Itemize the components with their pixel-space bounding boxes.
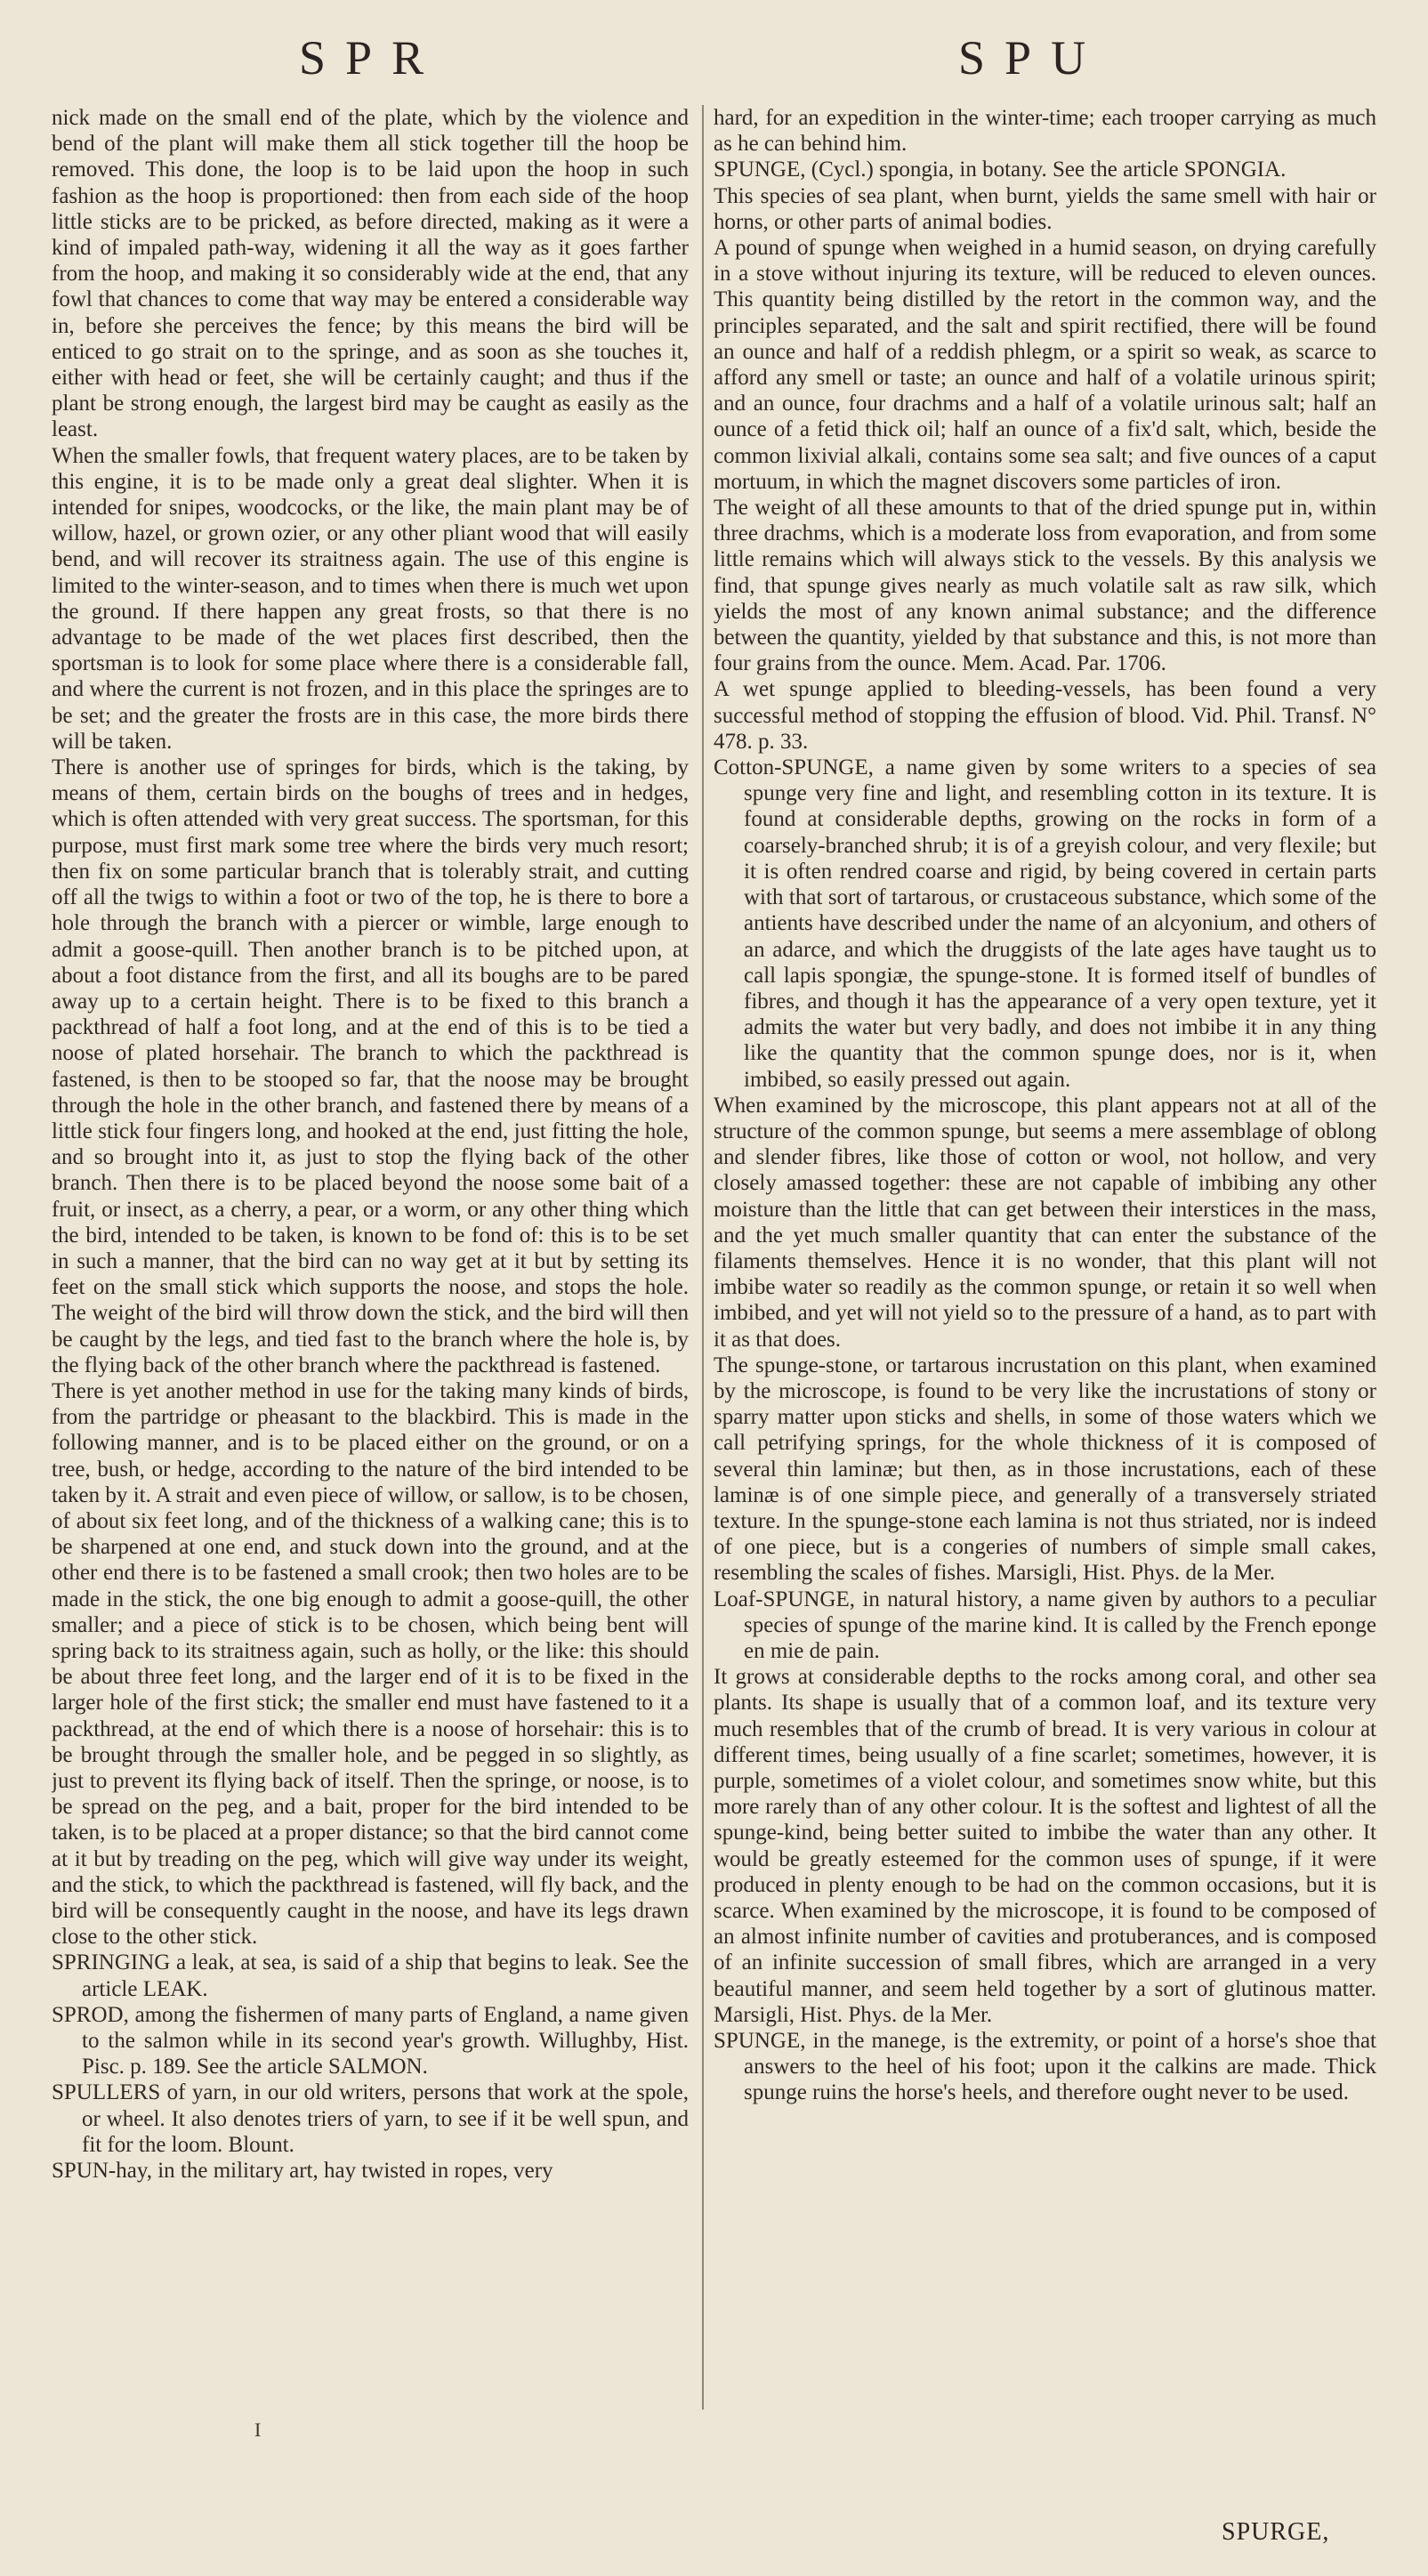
- paragraph: There is yet another method in use for the taking many kinds of birds, from the partridge or pheasant to the blackbird. This is made in the following manner, and is to be placed either on the ground, or on a tree, bush, or hedge, according to the nature of the bird intended to be taken by it. A strait and even piece of willow, or sallow, is to be chosen, of about six feet long, and of the thickness of a walking cane; this is to be sharpened at one end, and stuck down into the ground, and at the other end there is to be fastened a small crook; then two holes are to be made in the stick, the one big enough to admit a goose-quill, the other smaller; and a piece of stick is to be chosen, which being bent will spring back to its straitness again, such as holly, or the like: this should be about three feet long, and the larger end of it is to be fixed in the larger hole of the first stick; the smaller end must have fastened to it a packthread, at the end of which there is a noose of horsehair: this is to be brought through the smaller hole, and be pegged in so slightly, as just to prevent its flying back of itself. Then the springe, or noose, is to be spread on the peg, and a bait, proper for the bird intended to be taken, is to be placed at a proper distance; so that the bird cannot come at it but by treading on the peg, which will give way under its weight, and the stick, to which the packthread is fastened, will fly back, and the bird will be consequently caught in the noose, and have its legs drawn close to the other stick.: [52, 1378, 689, 1950]
- paragraph: nick made on the small end of the plate, which by the violence and bend of the plant will make them all stick together till the hoop be removed. This done, the loop is to be laid upon the hoop in such fashion as the hoop is proportioned: then from each side of the hoop little sticks are to be pricked, as before directed, making as it were a kind of impaled path-way, widening it all the way as it goes farther from the hoop, and making it so considerably wide at the end, that any fowl that chances to come that way may be entered a considerable way in, before she perceives the fence; by this means the bird will be enticed to go strait on to the springe, and as soon as she touches it, either with head or feet, she will be certainly caught; and thus if the plant be strong enough, the largest bird may be caught as easily as the least.: [52, 106, 689, 442]
- left-column: [52, 105, 689, 2419]
- paragraph: The weight of all these amounts to that of the dried spunge put in, within three drachms, which is a moderate loss from evaporation, and from some little remains which will always stick to the vessels. By this analysis we find, that spunge gives nearly as much volatile salt as raw silk, which yields the most of any known animal substance; and the difference between the quantity, yielded by that substance and this, is not more than four grains from the ounce. Mem. Acad. Par. 1706.: [714, 496, 1376, 676]
- entry-paragraph: Cotton-SPUNGE, a name given by some writers to a species of sea spunge very fine and light, and resembling cotton in its texture. It is found at considerable depths, growing on the rocks in form of a coarsely-branched shrub; it is of a greyish colour, and very flexile; but it is often rendred coarse and rigid, by being covered in certain parts with that sort of tartarous, or crustaceous substance, which some of the antients have described under the name of an alcyonium, and others of an adarce, and which the druggists of the late ages have taught us to call lapis spongiæ, the spunge-stone. It is formed itself of bundles of fibres, and though it has the appearance of a very open texture, yet it admits the water but very badly, and does not imbibe it in any thing like the quantity that the common spunge does, nor is it, when imbibed, so easily pressed out again.: [714, 755, 1376, 1092]
- paragraph: A pound of spunge when weighed in a humid season, on drying carefully in a stove without injuring its texture, will be reduced to eleven ounces. This quantity being distilled by the retort in the common way, and the principles separated, and the salt and spirit rectified, there will be found an ounce and half of a reddish phlegm, or a spirit so weak, as scarce to afford any smell or taste; an ounce and half of a volatile urinous spirit; and an ounce, four drachms and a half of a volatile urinous salt; half an ounce of a fetid thick oil; half an ounce of a fix'd salt, which, beside the common lixivial alkali, contains some sea salt; and five ounces of a caput mortuum, in which the magnet discovers some particles of iron.: [714, 236, 1376, 494]
- column-rule: [702, 105, 704, 2410]
- entry-paragraph: SPUNGE, in the manege, is the extremity, or point of a horse's shoe that answers to the heel of his foot; upon it the calkins are made. Thick spunge ruins the horse's heels, and therefore ought never to be used.: [714, 2029, 1376, 2105]
- right-column: [714, 105, 1376, 2419]
- paragraph: There is another use of springes for birds, which is the taking, by means of them, certain birds on the boughs of trees and in hedges, which is often attended with very great success. The sportsman, for this purpose, must first mark some tree where the birds very much resort; then fix on some particular branch that is tolerably strait, and cutting off all the twigs to within a foot or two of the top, he is there to bore a hole through the branch with a piercer or wimble, large enough to admit a goose-quill. Then another branch is to be pitched upon, at about a foot distance from the first, and all its boughs are to be pared away up to a certain height. There is to be fixed to this branch a packthread of half a foot long, and at the end of this is to be tied a noose of plated horsehair. The branch to which the packthread is fastened, is then to be stooped so far, that the noose may be brought through the hole in the other branch, and fastened there by means of a little stick four fingers long, and hooked at the end, just fitting the hole, and so brought into it, as just to stop the flying back of the other branch. Then there is to be placed beyond the noose some bait of a fruit, or insect, as a cherry, a pear, or a worm, or any other thing which the bird, intended to be taken, is known to be fond of: this is to be set in such a manner, that the bird can no way get at it but by setting its feet on the small stick which supports the noose, and stops the hole. The weight of the bird will throw down the stick, and the bird will then be caught by the legs, and tied fast to the branch where the hole is, by the flying back of the other branch where the packthread is fastened.: [52, 755, 689, 1377]
- paragraph: When the smaller fowls, that frequent watery places, are to be taken by this engine, it is to be made only a great deal slighter. When it is intended for snipes, woodcocks, or the like, the main plant may be of willow, hazel, or grown ozier, or any other pliant wood that will easily bend, and will recover its straitness again. The use of this engine is limited to the winter-season, and to times when there is much wet upon the ground. If there happen any great frosts, so that there is no advantage to be made of the wet places first described, then the sportsman is to look for some place where there is a considerable fall, and where the current is not frozen, and in this place the springes are to be set; and the greater the frosts are in this case, the more birds there will be taken.: [52, 443, 689, 754]
- catchword: SPURGE,: [1222, 2518, 1330, 2546]
- paragraph: It grows at considerable depths to the rocks among coral, and other sea plants. Its shape is usually that of a common loaf, and its texture very much resembles that of the crumb of bread. It is very various in colour at different times, being usually of a fine scarlet; sometimes, however, it is purple, sometimes of a violet colour, and sometimes snow white, but this more rarely than of any other colour. It is the softest and lightest of all the spunge-kind, being better suited to imbibe the water than any other. It would be greatly esteemed for the common uses of spunge, if it were produced in plenty enough to be had on the common occasions, but it is scarce. When examined by the microscope, it is found to be composed of an almost infinite number of cavities and protuberances, and is composed of an infinite succession of small fibres, which are arranged in a very beautiful manner, and seem held together by a sort of glutinous matter. Marsigli, Hist. Phys. de la Mer.: [714, 1665, 1376, 2027]
- signature-mark: I: [254, 2419, 262, 2441]
- entry-paragraph: SPUN-hay, in the military art, hay twisted in ropes, very: [52, 2159, 553, 2184]
- running-head-left: SPR: [299, 31, 444, 85]
- paragraph: hard, for an expedition in the winter-time; each trooper carrying as much as he can behind him.: [714, 106, 1376, 157]
- paragraph: The spunge-stone, or tartarous incrustation on this plant, when examined by the microscope, is found to be very like the incrustations of stony or sparry matter upon sticks and shells, in some of those waters which we call petrifying springs, for the whole thickness of it is composed of several thin laminæ; but then, as in those incrustations, each of these laminæ is of one simple piece, and generally of a transversely striated texture. In the spunge-stone each lamina is not thus striated, nor is indeed of one piece, but is a congeries of numbers of simple small cakes, resembling the scales of fishes. Marsigli, Hist. Phys. de la Mer.: [714, 1353, 1376, 1586]
- entry-paragraph: Loaf-SPUNGE, in natural history, a name given by authors to a peculiar species of spunge of the marine kind. It is called by the French eponge en mie de pain.: [714, 1587, 1376, 1663]
- paragraph: A wet spunge applied to bleeding-vessels, has been found a very successful method of stopping the effusion of blood. Vid. Phil. Transf. N° 478. p. 33.: [714, 677, 1376, 754]
- entry-paragraph: SPUNGE, (Cycl.) spongia, in botany. See the article SPONGIA.: [714, 157, 1287, 182]
- entry-paragraph: SPULLERS of yarn, in our old writers, persons that work at the spole, or wheel. It also denotes triers of yarn, to see if it be well spun, and fit for the loom. Blount.: [52, 2080, 689, 2157]
- running-head-right: SPU: [958, 31, 1106, 85]
- paragraph: When examined by the microscope, this plant appears not at all of the structure of the common spunge, but seems a mere assemblage of oblong and slender fibres, like those of cotton or wool, not hollow, and very closely amassed together: these are not capable of imbibing any other moisture than the little that can get between their interstices in the mass, and the yet much smaller quantity that can enter the substance of the filaments themselves. Hence it is no wonder, that this plant will not imbibe water so readily as the common spunge, or retain it so well when imbibed, and yet will not yield so to the pressure of a hand, as to part with it as that does.: [714, 1093, 1376, 1352]
- paragraph: This species of sea plant, when burnt, yields the same smell with hair or horns, or other parts of animal bodies.: [714, 183, 1376, 234]
- entry-paragraph: SPRINGING a leak, at sea, is said of a ship that begins to leak. See the article LEAK.: [52, 1950, 689, 2001]
- entry-paragraph: SPROD, among the fishermen of many parts of England, a name given to the salmon while in its second year's growth. Willughby, Hist. Pisc. p. 189. See the article SALMON.: [52, 2002, 689, 2079]
